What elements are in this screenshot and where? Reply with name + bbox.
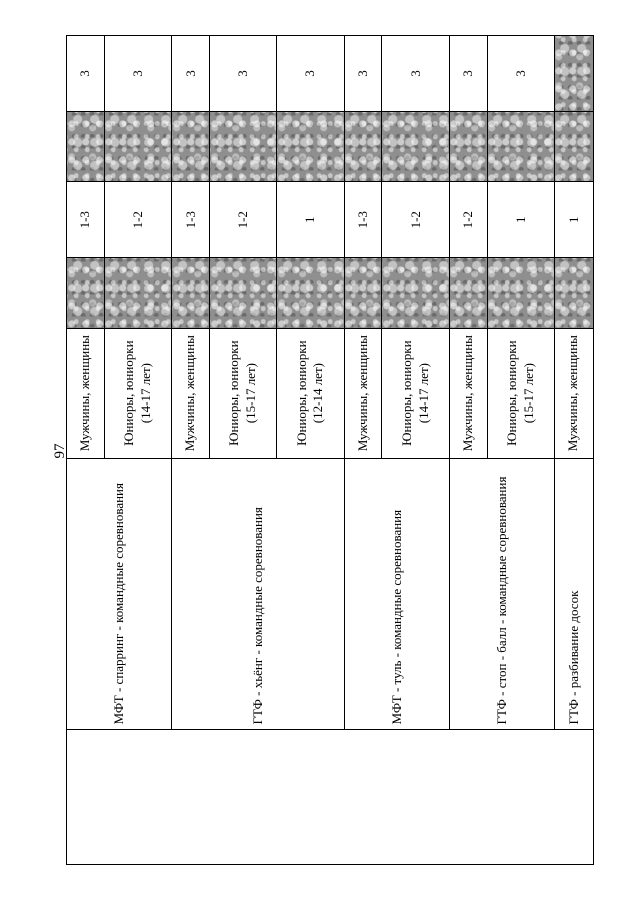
rank-cell	[554, 36, 593, 112]
category-cell: Юниоры, юниорки (14-17 лет)	[104, 328, 171, 458]
place-range-cell: 1-2	[382, 182, 449, 258]
rank-cell: 3	[382, 36, 449, 112]
rank-cell: 3	[487, 36, 554, 112]
discipline-label: ГТФ - хьёнг - командные соревнования	[250, 507, 266, 725]
table-row	[67, 36, 105, 865]
discipline-label: МФТ - туль - командные соревнования	[388, 509, 404, 725]
shaded-cell	[487, 258, 554, 328]
rank-cell: 3	[104, 36, 171, 112]
shaded-cell	[67, 111, 105, 181]
shaded-cell	[449, 111, 487, 181]
category-cell: Юниоры, юниорки (15-17 лет)	[210, 328, 277, 458]
index-cell	[67, 729, 594, 864]
shaded-cell	[344, 258, 382, 328]
place-range-cell: 1-2	[449, 182, 487, 258]
shaded-cell	[277, 111, 344, 181]
rank-cell: 3	[172, 36, 210, 112]
shaded-cell	[449, 258, 487, 328]
place-range-cell: 1	[554, 182, 593, 258]
place-range-cell: 1	[487, 182, 554, 258]
shaded-cell	[277, 258, 344, 328]
shaded-cell	[344, 111, 382, 181]
rank-cell: 3	[277, 36, 344, 112]
shaded-cell	[554, 258, 593, 328]
place-range-cell: 1	[277, 182, 344, 258]
shaded-cell	[210, 111, 277, 181]
discipline-cell	[67, 458, 172, 729]
shaded-cell	[104, 111, 171, 181]
category-cell: Юниоры, юниорки (12-14 лет)	[277, 328, 344, 458]
sports-disciplines-table	[66, 35, 594, 865]
table-body	[67, 36, 594, 865]
category-cell: Юниоры, юниорки (14-17 лет)	[382, 328, 449, 458]
shaded-cell	[210, 258, 277, 328]
shaded-cell	[104, 258, 171, 328]
place-range-cell: 1-2	[210, 182, 277, 258]
category-cell: Мужчины, женщины	[67, 328, 105, 458]
place-range-cell: 1-3	[67, 182, 105, 258]
rank-cell: 3	[449, 36, 487, 112]
rank-cell: 3	[344, 36, 382, 112]
rank-cell: 3	[210, 36, 277, 112]
category-cell: Юниоры, юниорки (15-17 лет)	[487, 328, 554, 458]
category-cell: Мужчины, женщины	[554, 328, 593, 458]
discipline-label: ГТФ - стоп - балл - командные соревнования	[493, 476, 509, 725]
shaded-cell	[172, 258, 210, 328]
discipline-cell	[344, 458, 449, 729]
shaded-cell	[172, 111, 210, 181]
category-cell: Мужчины, женщины	[449, 328, 487, 458]
shaded-cell	[487, 111, 554, 181]
discipline-label: ГТФ - разбивание досок	[566, 590, 582, 725]
discipline-label: МФТ - спарринг - командные соревнования	[111, 483, 127, 725]
shaded-cell	[67, 258, 105, 328]
discipline-cell	[554, 458, 593, 729]
category-cell: Мужчины, женщины	[344, 328, 382, 458]
place-range-cell: 1-3	[344, 182, 382, 258]
shaded-cell	[382, 258, 449, 328]
shaded-cell	[382, 111, 449, 181]
place-range-cell: 1-3	[172, 182, 210, 258]
discipline-cell	[172, 458, 344, 729]
rotated-table-container	[66, 35, 594, 865]
category-cell: Мужчины, женщины	[172, 328, 210, 458]
rank-cell: 3	[67, 36, 105, 112]
place-range-cell: 1-2	[104, 182, 171, 258]
discipline-cell	[449, 458, 554, 729]
page-number: 97	[52, 443, 68, 459]
shaded-cell	[554, 111, 593, 181]
